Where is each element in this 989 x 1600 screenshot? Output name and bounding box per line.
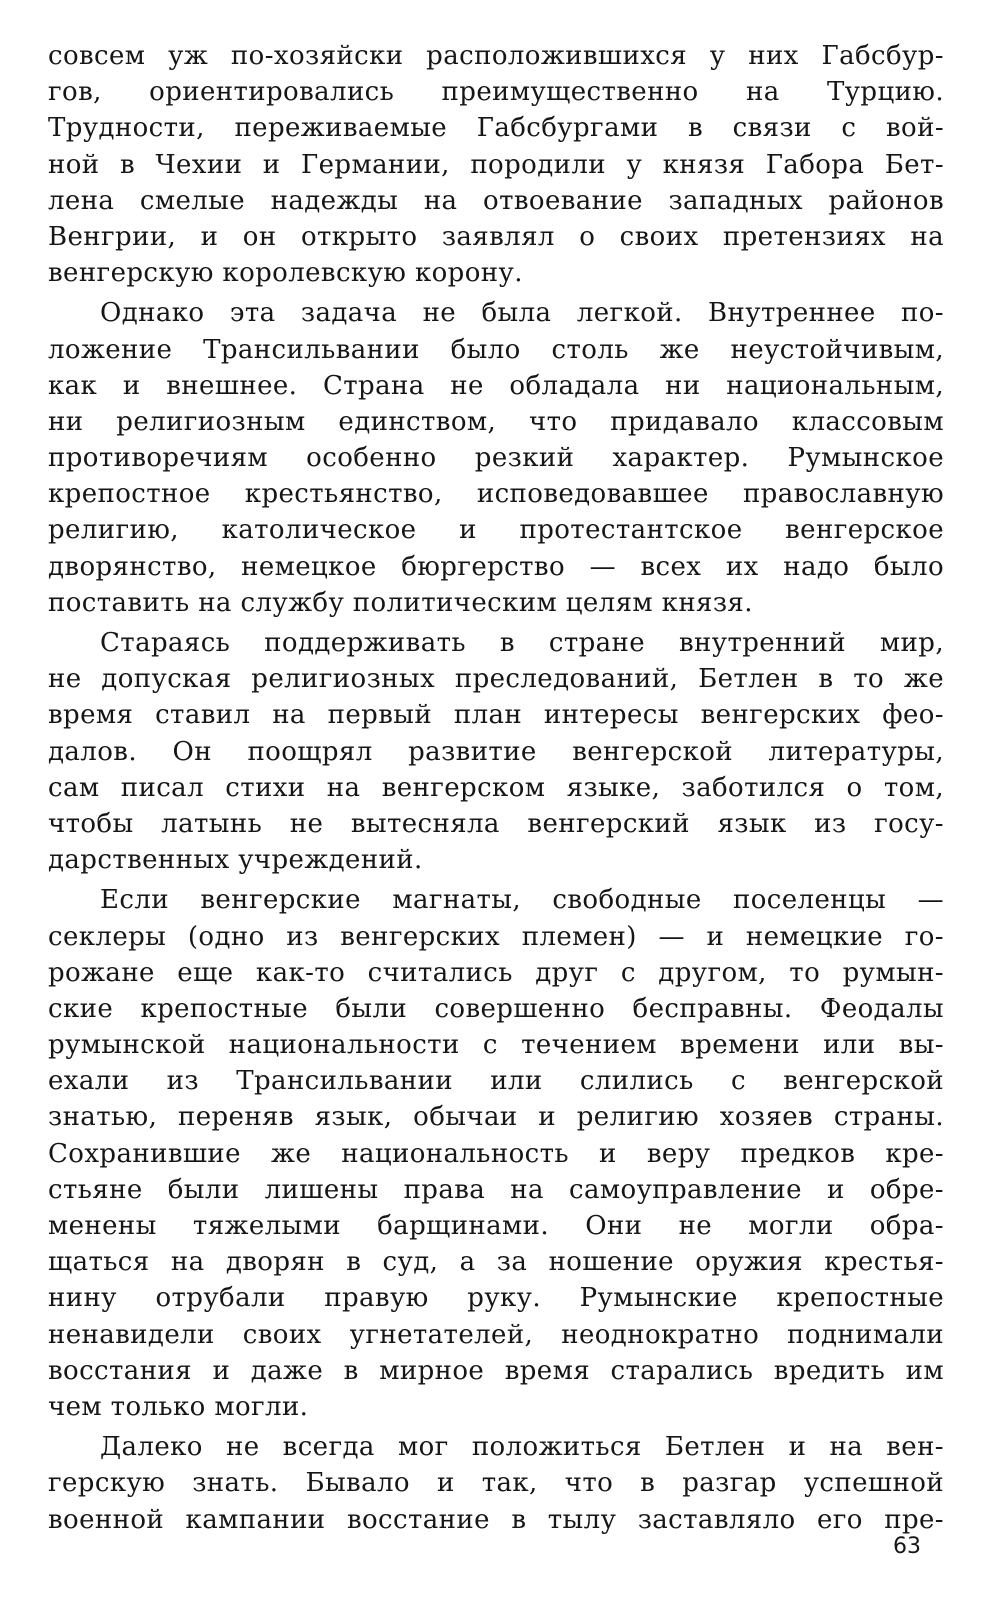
text-line: сам писал стихи на венгерском языке, заботился о том, [48, 772, 944, 803]
text-line: Далеко не всегда мог положиться Бетлен и на вен- [100, 1432, 944, 1463]
text-line: поставить на службу политическим целям князя. [48, 587, 753, 618]
text-line: венгерскую королевскую корону. [48, 258, 523, 289]
text-line: не допуская религиозных преследований, Бетлен в то же [48, 664, 944, 695]
text-line: лена смелые надежды на отвоевание западных районов [48, 185, 944, 216]
text-line: чем только могли. [48, 1391, 309, 1422]
paragraph [48, 295, 944, 621]
text-line: менены тяжелыми барщинами. Они не могли обра- [48, 1211, 944, 1241]
text-line: противоречиям особенно резкий характер. Румынское [48, 443, 944, 474]
text-line: ехали из Трансильвании или слились с венгерской [48, 1066, 944, 1097]
paragraph [48, 38, 944, 291]
text-line: восстания и даже в мирное время старались вредить им [48, 1355, 944, 1386]
text-line: румынской национальности с течением времени или вы- [48, 1030, 944, 1061]
text-line: герскую знать. Бывало и так, что в разгар успешной [48, 1468, 944, 1499]
paragraph [48, 882, 944, 1425]
text-line: дворянство, немецкое бюргерство — всех их надо было [48, 551, 944, 582]
text-line: Если венгерские магнаты, свободные поселенцы — [100, 885, 944, 916]
text-line: время ставил на первый план интересы венгерских фео- [48, 700, 944, 731]
text-line: щаться на дворян в суд, а за ношение оружия крестья- [48, 1247, 944, 1278]
text-line: как и внешнее. Страна не обладала ни национальным, [48, 370, 944, 401]
text-line: ни религиозным единством, что придавало классовым [48, 406, 944, 437]
text-line: Венгрии, и он открыто заявлял о своих претензиях на [48, 221, 944, 252]
text-line: гов, ориентировались преимущественно на Турцию. [48, 77, 944, 108]
text-line: стьяне были лишены права на самоуправление и обре- [48, 1174, 944, 1205]
text-line: секлеры (одно из венгерских племен) — и немецкие го- [48, 921, 944, 952]
text-line: военной кампании восстание в тылу заставляло его пре- [48, 1504, 944, 1535]
text-line: ной в Чехии и Германии, породили у князя Габора Бет- [48, 149, 944, 180]
text-line: Однако эта задача не была легкой. Внутреннее по- [100, 298, 944, 329]
text-line: рожане еще как-то считались друг с другом, то румын- [48, 957, 944, 988]
text-line: Сохранившие же национальность и веру предков кре- [48, 1138, 944, 1169]
text-line: ские крепостные были совершенно бесправны. Феодалы [48, 993, 944, 1024]
paragraph [48, 1429, 944, 1538]
page-number: 63 [893, 1534, 921, 1559]
text-line: крепостное крестьянство, исповедовавшее православную [48, 479, 944, 510]
text-line: дарственных учреждений. [48, 845, 423, 876]
text-line: совсем уж по-хозяйски расположившихся у них Габсбур- [48, 41, 944, 71]
text-line: религию, католическое и протестантское венгерское [48, 515, 944, 546]
text-line: чтобы латынь не вытесняла венгерский язык из госу- [48, 808, 944, 839]
paragraph [48, 625, 944, 878]
text-line: Стараясь поддерживать в стране внутренний мир, [100, 628, 944, 658]
text-line: ненавидели своих угнетателей, неоднократно поднимали [48, 1319, 944, 1350]
text-line: Трудности, переживаемые Габсбургами в связи с вой- [48, 113, 944, 144]
text-line: ложение Трансильвании было столь же неустойчивым, [48, 334, 944, 365]
text-line: далов. Он поощрял развитие венгерской литературы, [48, 736, 944, 767]
text-line: нину отрубали правую руку. Румынские крепостные [48, 1283, 944, 1314]
body-text [48, 38, 944, 1538]
text-line: знатью, переняв язык, обычаи и религию хозяев страны. [48, 1102, 944, 1133]
